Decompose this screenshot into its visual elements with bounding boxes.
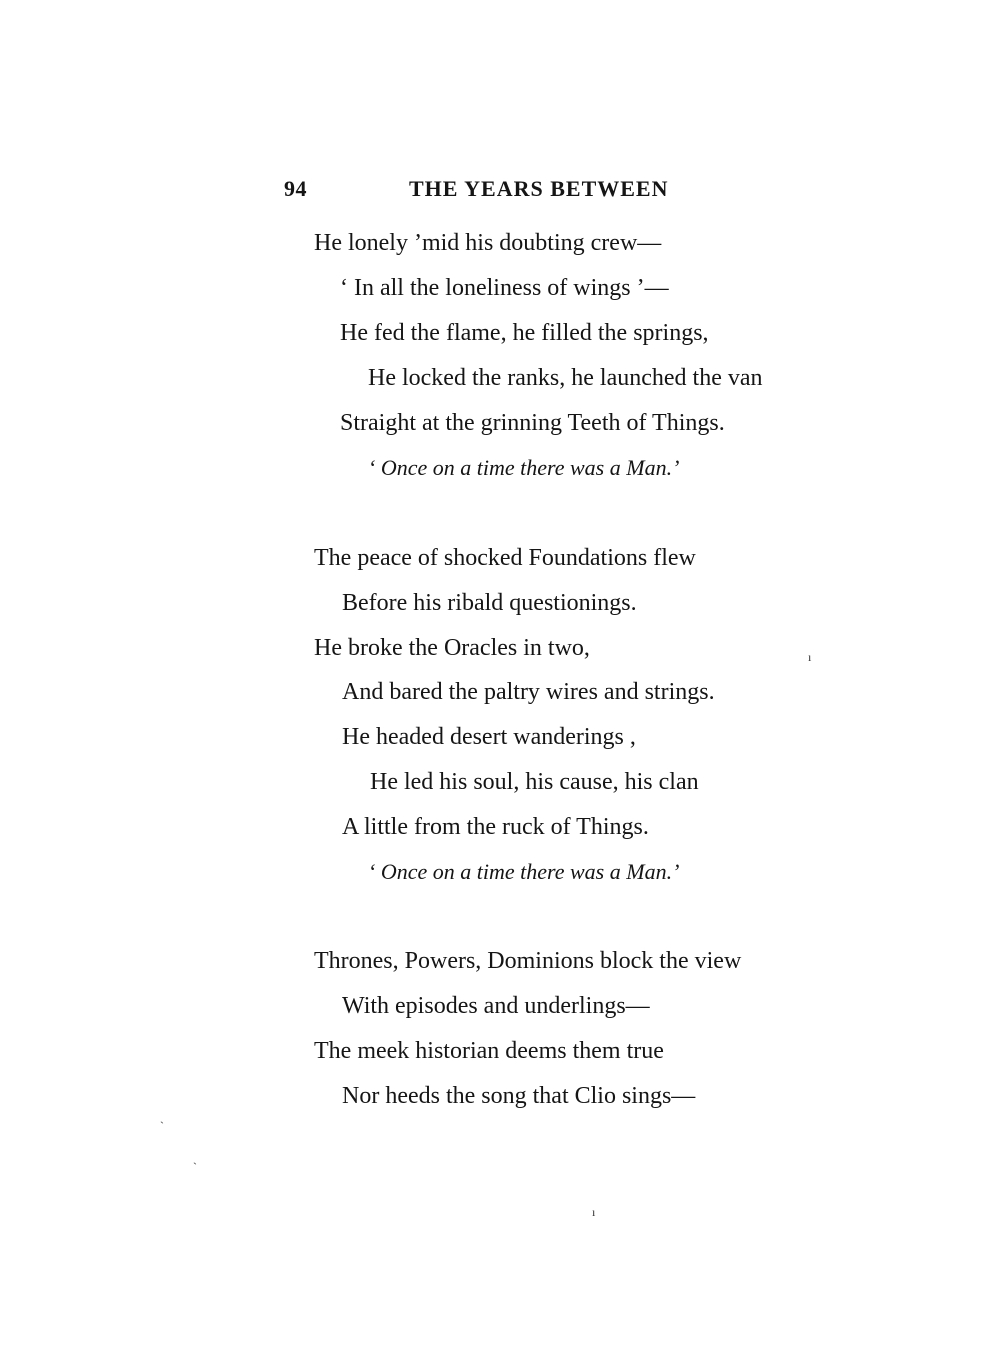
scan-speck: ˎ — [160, 1110, 164, 1124]
poem-line: Thrones, Powers, Dominions block the view — [314, 948, 742, 974]
poem-line: Nor heeds the song that Clio sings— — [342, 1083, 696, 1109]
poem-line: ‘ In all the loneliness of wings ’— — [340, 275, 669, 301]
poem-line: Straight at the grinning Teeth of Things. — [340, 410, 725, 436]
refrain-line: ‘ Once on a time there was a Man.’ — [368, 455, 680, 480]
poem-line: He headed desert wanderings , — [342, 724, 636, 750]
poem-line: Before his ribald questionings. — [342, 590, 637, 616]
refrain-line: ‘ Once on a time there was a Man.’ — [368, 859, 680, 884]
poem-line: He led his soul, his cause, his clan — [370, 769, 699, 795]
poem-line: And bared the paltry wires and strings. — [342, 679, 715, 705]
poem-line: The meek historian deems them true — [314, 1038, 664, 1064]
scan-speck: ı — [592, 1205, 596, 1219]
poem-line: He broke the Oracles in two, — [314, 635, 590, 661]
poem-line: With episodes and underlings— — [342, 993, 650, 1019]
scan-speck: ı — [808, 650, 812, 664]
poem-line: He lonely ’mid his doubting crew— — [314, 230, 662, 256]
scan-speck: ˋ — [193, 1160, 197, 1174]
poem-line: The peace of shocked Foundations flew — [314, 545, 696, 571]
running-title: THE YEARS BETWEEN — [409, 176, 669, 201]
poem-line: A little from the ruck of Things. — [342, 814, 649, 840]
poem-line: He fed the flame, he filled the springs, — [340, 320, 709, 346]
poem-line: He locked the ranks, he launched the van — [368, 365, 763, 391]
page-number: 94 — [284, 176, 307, 201]
